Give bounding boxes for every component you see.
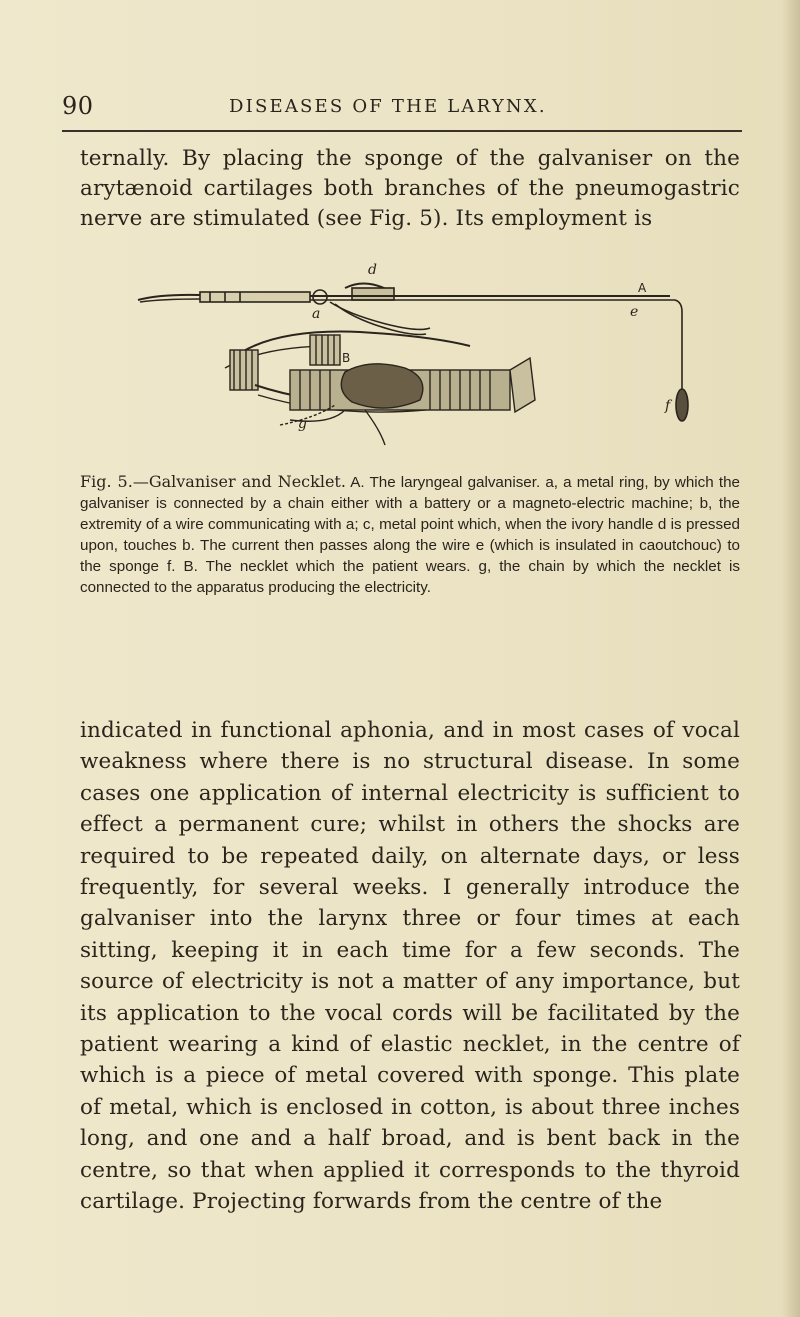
fig-label-a: a [312, 306, 321, 322]
paragraph-top: ternally. By placing the sponge of the galvaniser on the arytænoid cartilages both branches of the pneumogastric nerve are stimulated (see Fig. 5). Its employment is [80, 146, 740, 231]
figure-caption [80, 471, 740, 598]
galvaniser-necklet-illustration [130, 250, 690, 455]
fig-label-e: e [630, 304, 639, 320]
fig-label-f: f [665, 398, 671, 414]
fig-label-B: B [342, 351, 351, 365]
caption-lead: Fig. 5.—Galvaniser and Necklet. [80, 472, 346, 491]
fig-label-A: A [638, 281, 647, 295]
caption-text: A. The laryngeal galvaniser. a, a metal ring, by which the galvaniser is connected by a chain either with a battery or a magneto-electric machine; b, the extremity of a wire communicating with a; c, metal point which, when the ivory handle d is pressed upon, touches b. The current then passes along the wire e (which is insulated in caoutchouc) to the sponge f. B. The necklet which the patient wears. g, the chain by which the necklet is connected to the apparatus producing the electricity. [80, 474, 740, 596]
page-number: 90 [62, 92, 94, 120]
page-edge-shadow [782, 0, 800, 1317]
header-rule [62, 130, 742, 132]
running-head: DISEASES OF THE LARYNX. [229, 96, 547, 117]
fig-label-d: d [368, 262, 377, 278]
page-header [62, 92, 742, 122]
fig-label-g: g [298, 416, 307, 432]
necklet [225, 332, 535, 445]
paragraph-bottom: indicated in functional aphonia, and in most cases of vocal weakness where there is no structural disease. In some cases one application of internal electricity is sufficient to effect a permanent cure; whilst in others the shocks are required to be repeated daily, on alternate days, or less frequently, for several weeks. I generally introduce the galvaniser into the larynx three or four times at each sitting, keeping it in each time for a few seconds. The source of electricity is not a matter of any importance, but its application to the vocal cords will be facilitated by the patient wearing a kind of elastic necklet, in the centre of which is a piece of metal covered with sponge. This plate of metal, which is enclosed in cotton, is about three inches long, and one and a half broad, and is bent back in the centre, so that when applied it corresponds to the thyroid cartilage. Projecting forwards from the centre of the [80, 718, 740, 1215]
